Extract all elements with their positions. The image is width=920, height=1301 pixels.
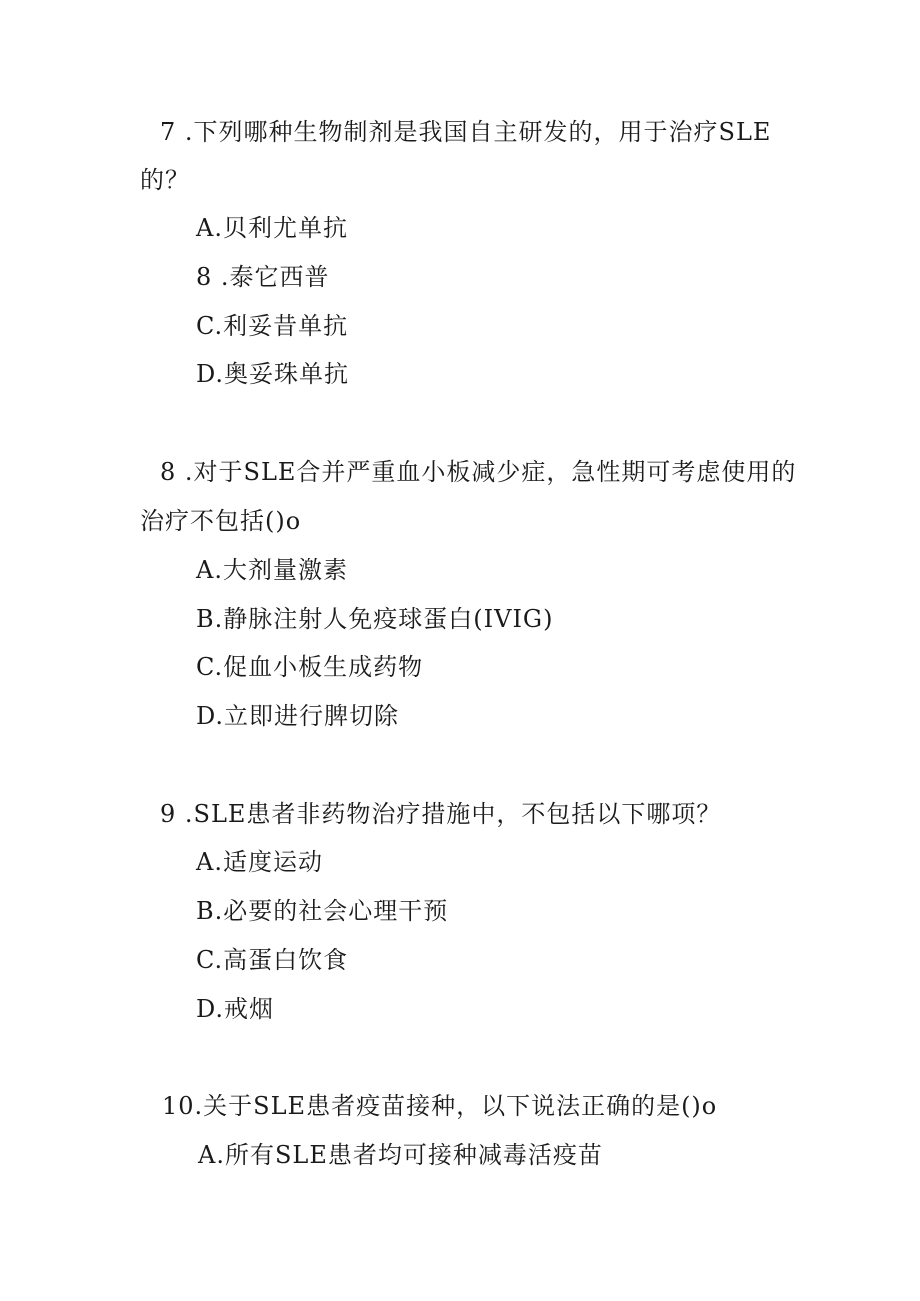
question-8-stem-line-1: 8 .对于SLE合并严重血小板减少症，急性期可考虑使用的 xyxy=(160,458,797,486)
question-9-option-a: A.适度运动 xyxy=(196,848,323,876)
question-9-stem-line-1: 9 .SLE患者非药物治疗措施中，不包括以下哪项？ xyxy=(160,800,722,828)
question-7-option-b: 8 .泰它西普 xyxy=(196,263,330,291)
question-7-option-a: A.贝利尤单抗 xyxy=(196,214,348,242)
question-7-stem-line-2: 的？ xyxy=(140,166,190,194)
question-10-stem-line-1: 10.关于SLE患者疫苗接种，以下说法正确的是()o xyxy=(162,1092,718,1120)
question-8-stem-line-2: 治疗不包括()o xyxy=(140,507,302,535)
question-8-option-a: A.大剂量激素 xyxy=(196,556,348,584)
question-7-option-d: D.奥妥珠单抗 xyxy=(196,360,350,388)
question-9-option-c: C.高蛋白饮食 xyxy=(196,946,349,974)
question-7-stem-line-1: 7 .下列哪种生物制剂是我国自主研发的，用于治疗SLE xyxy=(160,118,772,146)
question-8-option-b: B.静脉注射人免疫球蛋白(IVIG) xyxy=(196,605,554,633)
question-8-option-d: D.立即进行脾切除 xyxy=(196,702,400,730)
question-8-option-c: C.促血小板生成药物 xyxy=(196,653,424,681)
question-9-option-b: B.必要的社会心理干预 xyxy=(196,897,449,925)
question-7-option-c: C.利妥昔单抗 xyxy=(196,312,349,340)
question-10-option-a: A.所有SLE患者均可接种减毒活疫苗 xyxy=(198,1141,603,1169)
question-9-option-d: D.戒烟 xyxy=(196,995,275,1023)
